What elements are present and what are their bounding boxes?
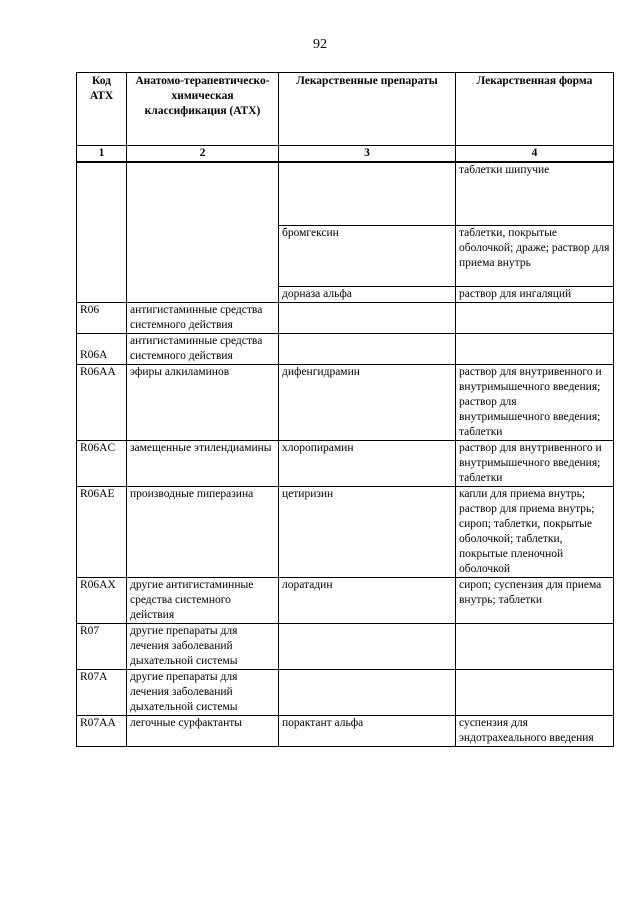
table-row xyxy=(77,624,614,670)
cell-atx: антигистаминные средства системного действия xyxy=(127,303,279,334)
page-number: 92 xyxy=(313,37,327,52)
cell-form xyxy=(456,303,614,334)
cell-atx: другие препараты для лечения заболеваний дыхательной системы xyxy=(127,624,279,670)
cell-form xyxy=(456,670,614,716)
cell-form: раствор для внутривенного и внутримышечного введения; таблетки xyxy=(456,441,614,487)
cell-drug: бромгексин xyxy=(279,226,456,287)
header-drugs: Лекарственные препараты xyxy=(279,73,456,146)
cell-form xyxy=(456,624,614,670)
cell-atx: легочные сурфактанты xyxy=(127,716,279,747)
cell-drug: порактант альфа xyxy=(279,716,456,747)
cell-atx: другие антигистаминные средства системного действия xyxy=(127,578,279,624)
cell-form: таблетки шипучие xyxy=(456,162,614,226)
cell-code: R07 xyxy=(77,624,127,670)
cell-form: раствор для ингаляций xyxy=(456,287,614,303)
column-number-row xyxy=(77,146,614,163)
table-row xyxy=(77,365,614,441)
cell-drug: лоратадин xyxy=(279,578,456,624)
cell-code: R06AE xyxy=(77,487,127,578)
cell-drug: цетиризин xyxy=(279,487,456,578)
cell-form: сироп; суспензия для приема внутрь; таблетки xyxy=(456,578,614,624)
cell-form: суспензия для эндотрахеального введения xyxy=(456,716,614,747)
cell-code: R06A xyxy=(77,334,127,365)
header-dosage-form: Лекарственная форма xyxy=(456,73,614,146)
table-row xyxy=(77,578,614,624)
column-number: 4 xyxy=(456,146,614,163)
cell-form: таблетки, покрытые оболочкой; драже; раствор для приема внутрь xyxy=(456,226,614,287)
cell-drug xyxy=(279,624,456,670)
cell-atx: другие препараты для лечения заболеваний дыхательной системы xyxy=(127,670,279,716)
table-row xyxy=(77,716,614,747)
cell-drug xyxy=(279,303,456,334)
cell-atx: замещенные этилендиамины xyxy=(127,441,279,487)
cell-code: R06 xyxy=(77,303,127,334)
cell-drug xyxy=(279,334,456,365)
cell-form xyxy=(456,334,614,365)
table-row xyxy=(77,441,614,487)
cell-form: капли для приема внутрь; раствор для приема внутрь; сироп; таблетки, покрытые оболочкой; таблетки, покрытые пленочной оболочкой xyxy=(456,487,614,578)
cell-code: R06AX xyxy=(77,578,127,624)
cell-code: R06AC xyxy=(77,441,127,487)
cell-drug: дифенгидрамин xyxy=(279,365,456,441)
cell-code: R06AA xyxy=(77,365,127,441)
table-row xyxy=(77,487,614,578)
table-row xyxy=(77,334,614,365)
column-number: 3 xyxy=(279,146,456,163)
table-header-row xyxy=(77,73,614,146)
cell-form: раствор для внутривенного и внутримышечного введения; раствор для внутримышечного введения; таблетки xyxy=(456,365,614,441)
table-row xyxy=(77,162,614,226)
header-code: Код АТХ xyxy=(77,73,127,146)
cell-drug xyxy=(279,670,456,716)
cell-code: R07AA xyxy=(77,716,127,747)
cell-atx: антигистаминные средства системного действия xyxy=(127,334,279,365)
column-number: 2 xyxy=(127,146,279,163)
column-number: 1 xyxy=(77,146,127,163)
cell-drug: дорназа альфа xyxy=(279,287,456,303)
cell-code xyxy=(77,162,127,303)
header-atx-classification: Анатомо-терапевтическо-химическая классификация (АТХ) xyxy=(127,73,279,146)
cell-drug xyxy=(279,162,456,226)
cell-atx xyxy=(127,162,279,303)
table-row xyxy=(77,303,614,334)
cell-code: R07A xyxy=(77,670,127,716)
table-row xyxy=(77,670,614,716)
cell-atx: производные пиперазина xyxy=(127,487,279,578)
cell-atx: эфиры алкиламинов xyxy=(127,365,279,441)
cell-drug: хлоропирамин xyxy=(279,441,456,487)
atx-table xyxy=(76,72,614,747)
